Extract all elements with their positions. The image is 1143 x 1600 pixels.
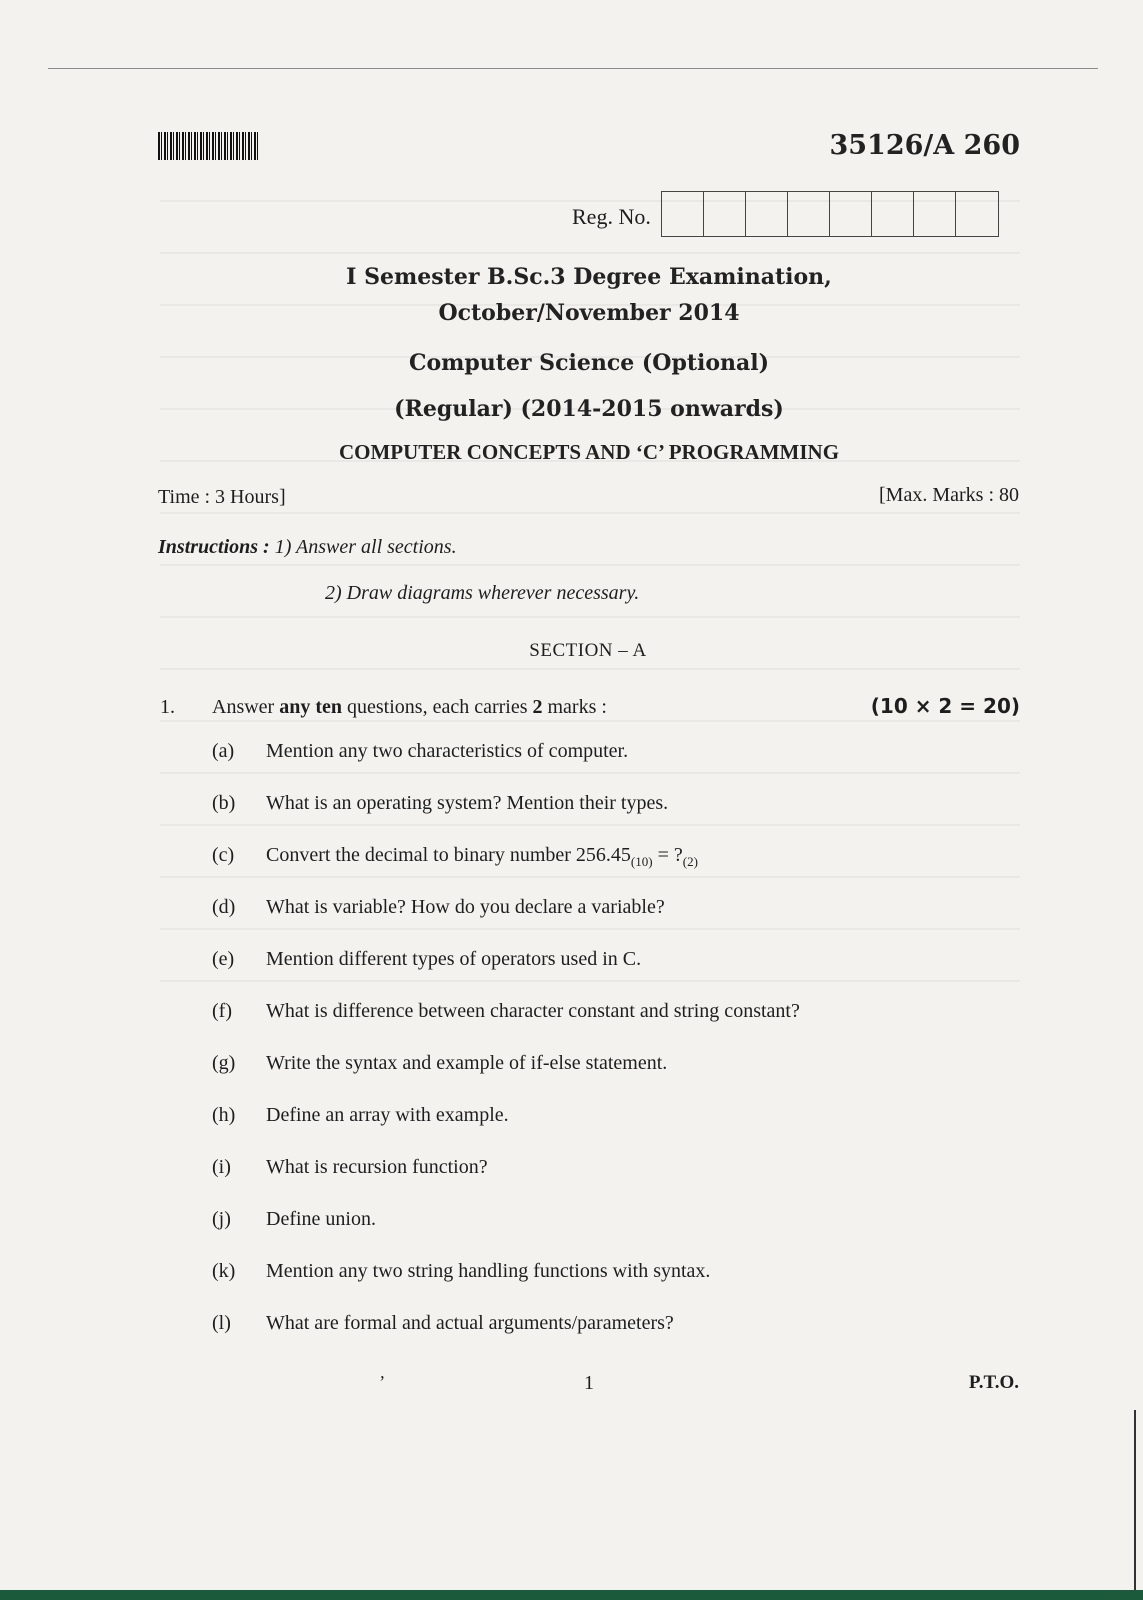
top-rule <box>48 68 1098 69</box>
question-text-part: Answer <box>212 696 280 718</box>
instruction-2: 2) Draw diagrams wherever necessary. <box>325 582 640 604</box>
sub-question-text: Mention different types of operators used in C. <box>266 948 642 970</box>
sub-question-text: Mention any two string handling functions with syntax. <box>266 1260 711 1282</box>
exam-duration: Time : 3 Hours] <box>158 486 286 508</box>
subscript: (10) <box>630 854 653 869</box>
page-number: 1 <box>584 1372 594 1394</box>
instruction-1: 1) Answer all sections. <box>274 536 457 558</box>
scan-edge-mark <box>1134 1410 1136 1590</box>
reg-no-box <box>704 192 746 236</box>
question-text-part: marks : <box>542 696 607 718</box>
exam-title-line2: October/November 2014 <box>438 300 740 326</box>
exam-title-line1: I Semester B.Sc.3 Degree Examination, <box>346 264 832 290</box>
max-marks: [Max. Marks : 80 <box>879 484 1019 506</box>
subscript: (2) <box>682 854 698 869</box>
sub-question-text: What is an operating system? Mention their types. <box>266 792 669 814</box>
sub-question-label: (g) <box>212 1052 236 1074</box>
sub-question-text: What are formal and actual arguments/parameters? <box>266 1312 674 1334</box>
instructions <box>158 536 457 559</box>
sub-question-label: (f) <box>212 1000 232 1022</box>
paper-code: 35126/A 260 <box>829 130 1020 161</box>
sub-question-text: Define union. <box>266 1208 376 1230</box>
question-marks: (10 × 2 = 20) <box>870 694 1020 718</box>
subject-title: Computer Science (Optional) <box>408 350 770 376</box>
reg-no-boxes <box>661 191 999 237</box>
question-text-part: questions, each carries <box>342 696 533 718</box>
paper-title: COMPUTER CONCEPTS AND ‘C’ PROGRAMMING <box>338 440 840 464</box>
sub-question-text: What is difference between character constant and string constant? <box>266 1000 800 1022</box>
reg-no-box <box>830 192 872 236</box>
sub-question-label: (i) <box>212 1156 231 1178</box>
sub-question-text: Define an array with example. <box>266 1104 509 1126</box>
reg-no-box <box>956 192 998 236</box>
stray-mark: ʼ <box>378 1372 384 1392</box>
reg-no-box <box>746 192 788 236</box>
question-number: 1. <box>160 696 175 718</box>
sub-question-text: Write the syntax and example of if-else statement. <box>266 1052 668 1074</box>
reg-no-box <box>662 192 704 236</box>
sub-question-label: (h) <box>212 1104 236 1126</box>
reg-no-label: Reg. No. <box>572 204 651 229</box>
sub-question-text: What is recursion function? <box>266 1156 488 1178</box>
sub-question-label: (j) <box>212 1208 231 1230</box>
question-text-bold: 2 <box>532 696 543 718</box>
sub-question-text <box>266 844 698 870</box>
sub-question-text-part: Convert the decimal to binary number 256.45 <box>266 844 631 866</box>
sub-question-label: (k) <box>212 1260 236 1282</box>
scan-bottom-band <box>0 1590 1143 1600</box>
reg-no-field <box>572 194 999 240</box>
sub-question-label: (d) <box>212 896 236 918</box>
sub-question-label: (b) <box>212 792 236 814</box>
scheme-title: (Regular) (2014-2015 onwards) <box>394 396 784 422</box>
reg-no-box <box>788 192 830 236</box>
question-text <box>212 696 607 719</box>
sub-question-text-part: = ? <box>652 844 683 866</box>
question-text-bold: any ten <box>279 696 343 718</box>
sub-question-label: (c) <box>212 844 235 866</box>
sub-question-label: (e) <box>212 948 235 970</box>
section-heading: SECTION – A <box>529 640 647 661</box>
instructions-label: Instructions : <box>158 536 270 558</box>
reg-no-box <box>872 192 914 236</box>
pto-label: P.T.O. <box>968 1372 1019 1393</box>
sub-question-label: (a) <box>212 740 235 762</box>
sub-question-label: (l) <box>212 1312 231 1334</box>
reg-no-box <box>914 192 956 236</box>
barcode <box>158 132 258 160</box>
sub-question-text: Mention any two characteristics of computer. <box>266 740 629 762</box>
sub-question-text: What is variable? How do you declare a variable? <box>266 896 665 918</box>
